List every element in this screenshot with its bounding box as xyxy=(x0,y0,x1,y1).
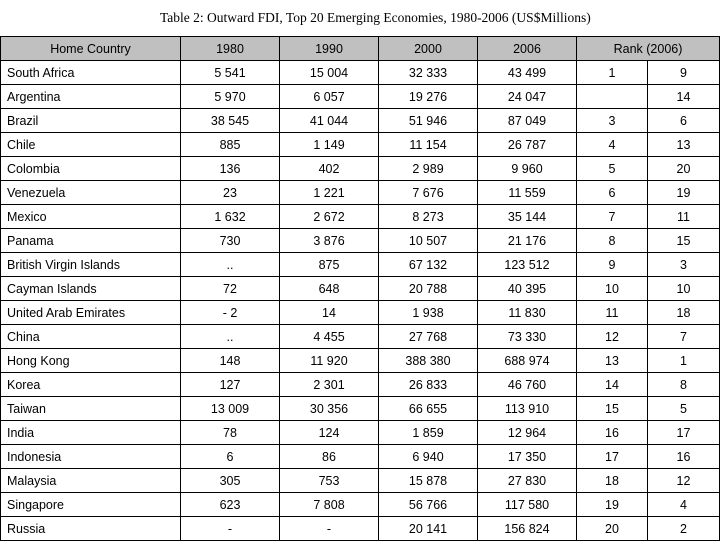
header-rank-2006: Rank (2006) xyxy=(577,37,720,61)
cell-2000: 388 380 xyxy=(379,349,478,373)
header-2000: 2000 xyxy=(379,37,478,61)
table-row xyxy=(1,205,720,229)
cell-country: Malaysia xyxy=(1,469,181,493)
table-row xyxy=(1,157,720,181)
cell-1980: 136 xyxy=(181,157,280,181)
cell-2000: 7 676 xyxy=(379,181,478,205)
cell-country: Cayman Islands xyxy=(1,277,181,301)
cell-2006: 24 047 xyxy=(478,85,577,109)
table-row xyxy=(1,277,720,301)
table-row xyxy=(1,181,720,205)
cell-1990: 1 149 xyxy=(280,133,379,157)
cell-country: China xyxy=(1,325,181,349)
cell-rank-a: 20 xyxy=(577,517,648,541)
cell-1990: 402 xyxy=(280,157,379,181)
cell-1980: 6 xyxy=(181,445,280,469)
cell-rank-a: 6 xyxy=(577,181,648,205)
cell-rank-a: 12 xyxy=(577,325,648,349)
table-row xyxy=(1,469,720,493)
cell-rank-b: 2 xyxy=(648,517,720,541)
cell-2006: 21 176 xyxy=(478,229,577,253)
cell-country: Venezuela xyxy=(1,181,181,205)
cell-country: Singapore xyxy=(1,493,181,517)
table-row xyxy=(1,301,720,325)
cell-country: Korea xyxy=(1,373,181,397)
table-row xyxy=(1,109,720,133)
cell-2000: 20 788 xyxy=(379,277,478,301)
table-title: Table 2: Outward FDI, Top 20 Emerging Economies, 1980-2006 (US$Millions) xyxy=(160,10,591,25)
table-row xyxy=(1,229,720,253)
cell-1990: 753 xyxy=(280,469,379,493)
cell-1980: - xyxy=(181,517,280,541)
cell-1990: 648 xyxy=(280,277,379,301)
cell-rank-b: 8 xyxy=(648,373,720,397)
cell-2006: 11 559 xyxy=(478,181,577,205)
cell-country: Brazil xyxy=(1,109,181,133)
cell-rank-b: 5 xyxy=(648,397,720,421)
table-row xyxy=(1,349,720,373)
cell-2000: 6 940 xyxy=(379,445,478,469)
cell-rank-b: 12 xyxy=(648,469,720,493)
cell-2000: 2 989 xyxy=(379,157,478,181)
cell-2006: 87 049 xyxy=(478,109,577,133)
cell-2000: 51 946 xyxy=(379,109,478,133)
cell-1990: 2 672 xyxy=(280,205,379,229)
cell-rank-a: 4 xyxy=(577,133,648,157)
cell-2000: 20 141 xyxy=(379,517,478,541)
cell-1990: 15 004 xyxy=(280,61,379,85)
cell-1980: .. xyxy=(181,253,280,277)
table-header xyxy=(1,37,720,61)
cell-2000: 10 507 xyxy=(379,229,478,253)
cell-2000: 56 766 xyxy=(379,493,478,517)
cell-2006: 113 910 xyxy=(478,397,577,421)
cell-rank-a: 13 xyxy=(577,349,648,373)
header-2006: 2006 xyxy=(478,37,577,61)
cell-1980: 5 970 xyxy=(181,85,280,109)
cell-1980: 5 541 xyxy=(181,61,280,85)
cell-1990: 2 301 xyxy=(280,373,379,397)
cell-1980: .. xyxy=(181,325,280,349)
header-1980: 1980 xyxy=(181,37,280,61)
cell-2006: 26 787 xyxy=(478,133,577,157)
cell-country: Russia xyxy=(1,517,181,541)
cell-country: Mexico xyxy=(1,205,181,229)
cell-country: South Africa xyxy=(1,61,181,85)
table-row xyxy=(1,493,720,517)
cell-rank-b: 4 xyxy=(648,493,720,517)
cell-rank-a: 18 xyxy=(577,469,648,493)
cell-1990: 124 xyxy=(280,421,379,445)
cell-country: India xyxy=(1,421,181,445)
cell-rank-b: 19 xyxy=(648,181,720,205)
cell-rank-a: 7 xyxy=(577,205,648,229)
cell-rank-b: 16 xyxy=(648,445,720,469)
table-row xyxy=(1,85,720,109)
cell-1980: 1 632 xyxy=(181,205,280,229)
cell-1980: 72 xyxy=(181,277,280,301)
cell-2006: 117 580 xyxy=(478,493,577,517)
cell-rank-b: 9 xyxy=(648,61,720,85)
cell-1980: 13 009 xyxy=(181,397,280,421)
table-row xyxy=(1,253,720,277)
cell-1990: 1 221 xyxy=(280,181,379,205)
cell-rank-a: 3 xyxy=(577,109,648,133)
cell-country: Argentina xyxy=(1,85,181,109)
cell-2006: 46 760 xyxy=(478,373,577,397)
cell-1990: 3 876 xyxy=(280,229,379,253)
cell-2000: 19 276 xyxy=(379,85,478,109)
cell-1980: 38 545 xyxy=(181,109,280,133)
cell-2006: 9 960 xyxy=(478,157,577,181)
cell-2006: 43 499 xyxy=(478,61,577,85)
cell-rank-a: 1 xyxy=(577,61,648,85)
cell-1990: 875 xyxy=(280,253,379,277)
cell-country: Taiwan xyxy=(1,397,181,421)
cell-country: Indonesia xyxy=(1,445,181,469)
cell-country: Colombia xyxy=(1,157,181,181)
cell-rank-a xyxy=(577,85,648,109)
cell-2000: 66 655 xyxy=(379,397,478,421)
cell-1980: 305 xyxy=(181,469,280,493)
cell-2006: 156 824 xyxy=(478,517,577,541)
cell-country: Chile xyxy=(1,133,181,157)
cell-rank-b: 17 xyxy=(648,421,720,445)
cell-1990: 4 455 xyxy=(280,325,379,349)
cell-rank-b: 3 xyxy=(648,253,720,277)
cell-2006: 12 964 xyxy=(478,421,577,445)
cell-2006: 11 830 xyxy=(478,301,577,325)
cell-rank-a: 16 xyxy=(577,421,648,445)
table-row xyxy=(1,373,720,397)
cell-country: Panama xyxy=(1,229,181,253)
cell-rank-b: 10 xyxy=(648,277,720,301)
table-row xyxy=(1,445,720,469)
cell-2000: 26 833 xyxy=(379,373,478,397)
cell-1980: 78 xyxy=(181,421,280,445)
cell-1990: 30 356 xyxy=(280,397,379,421)
table-row xyxy=(1,397,720,421)
cell-1990: 86 xyxy=(280,445,379,469)
cell-2006: 73 330 xyxy=(478,325,577,349)
cell-1990: 14 xyxy=(280,301,379,325)
cell-2006: 27 830 xyxy=(478,469,577,493)
table-body xyxy=(1,61,720,541)
header-home-country: Home Country xyxy=(1,37,181,61)
cell-rank-a: 15 xyxy=(577,397,648,421)
cell-2006: 40 395 xyxy=(478,277,577,301)
cell-1990: 41 044 xyxy=(280,109,379,133)
header-row xyxy=(1,37,720,61)
cell-1980: 148 xyxy=(181,349,280,373)
cell-2000: 1 938 xyxy=(379,301,478,325)
cell-rank-a: 14 xyxy=(577,373,648,397)
cell-2000: 67 132 xyxy=(379,253,478,277)
table-row xyxy=(1,325,720,349)
cell-1980: - 2 xyxy=(181,301,280,325)
table-row xyxy=(1,421,720,445)
cell-1980: 730 xyxy=(181,229,280,253)
cell-2006: 123 512 xyxy=(478,253,577,277)
cell-2006: 35 144 xyxy=(478,205,577,229)
fdi-table xyxy=(0,36,720,541)
cell-2000: 8 273 xyxy=(379,205,478,229)
cell-country: Hong Kong xyxy=(1,349,181,373)
cell-1980: 885 xyxy=(181,133,280,157)
cell-2000: 15 878 xyxy=(379,469,478,493)
cell-rank-b: 13 xyxy=(648,133,720,157)
table-row xyxy=(1,61,720,85)
cell-rank-b: 18 xyxy=(648,301,720,325)
cell-1980: 23 xyxy=(181,181,280,205)
table-row xyxy=(1,133,720,157)
cell-1990: 11 920 xyxy=(280,349,379,373)
cell-1980: 127 xyxy=(181,373,280,397)
cell-country: United Arab Emirates xyxy=(1,301,181,325)
table-row xyxy=(1,517,720,541)
cell-2006: 688 974 xyxy=(478,349,577,373)
cell-rank-b: 14 xyxy=(648,85,720,109)
cell-rank-b: 20 xyxy=(648,157,720,181)
cell-2000: 27 768 xyxy=(379,325,478,349)
cell-rank-a: 9 xyxy=(577,253,648,277)
cell-rank-b: 7 xyxy=(648,325,720,349)
header-1990: 1990 xyxy=(280,37,379,61)
cell-1990: 7 808 xyxy=(280,493,379,517)
cell-rank-b: 1 xyxy=(648,349,720,373)
cell-rank-a: 17 xyxy=(577,445,648,469)
cell-rank-a: 8 xyxy=(577,229,648,253)
cell-2000: 11 154 xyxy=(379,133,478,157)
cell-1980: 623 xyxy=(181,493,280,517)
cell-rank-b: 6 xyxy=(648,109,720,133)
cell-1990: 6 057 xyxy=(280,85,379,109)
cell-country: British Virgin Islands xyxy=(1,253,181,277)
cell-rank-a: 11 xyxy=(577,301,648,325)
cell-2006: 17 350 xyxy=(478,445,577,469)
cell-rank-a: 19 xyxy=(577,493,648,517)
cell-rank-b: 11 xyxy=(648,205,720,229)
cell-rank-b: 15 xyxy=(648,229,720,253)
cell-rank-a: 10 xyxy=(577,277,648,301)
cell-1990: - xyxy=(280,517,379,541)
cell-rank-a: 5 xyxy=(577,157,648,181)
cell-2000: 1 859 xyxy=(379,421,478,445)
cell-2000: 32 333 xyxy=(379,61,478,85)
